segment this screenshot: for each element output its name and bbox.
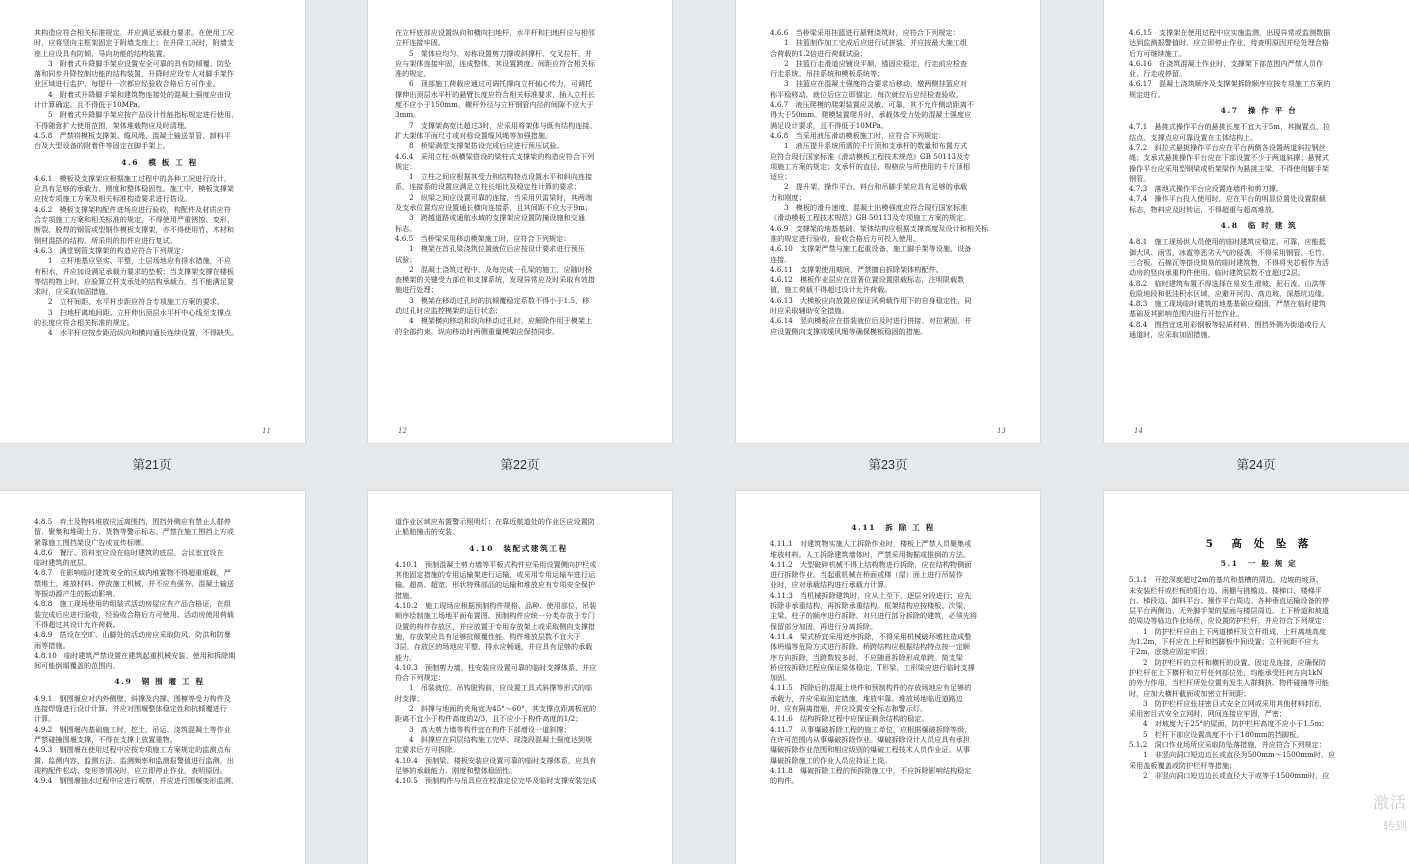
text-line: 3 高大剪力墙等构件宜在构件下部增设一道斜撑； — [409, 724, 571, 734]
text-line: 护栏杆在上下横杆和立杆任何部位处，均能承受任何方向1kN — [1129, 667, 1323, 677]
text-line: 8 桥梁满堂支撑架搭设完成后应进行预压试验。 — [409, 141, 564, 151]
text-line: 4.8.4 围挡宜选用彩钢板等轻质材料，围挡外侧为街道或行人 — [1129, 319, 1326, 329]
text-line: 4.9.1 钢围堰应对内外侧壁、斜撑及内撑、围檩等受力构件及 — [34, 693, 231, 703]
text-line: 标志，物料应及时转运，不得超重与超高堆放。 — [1129, 204, 1280, 214]
text-line: 达到监测报警值时，应立即停止作业，待查明原因并经处理合格 — [1129, 38, 1330, 48]
text-line: 桥应按拆除过程应保证梁体稳定，T形梁、工形梁应进行临时支撑 — [770, 662, 975, 672]
text-line: 体坍塌等危险方式进行拆除。桥跨结构应根据结构特点按一定顺 — [770, 642, 971, 652]
text-line: 7 支撑架高宽比超过3时，应采用将架体与既有结构连接、 — [409, 120, 597, 130]
text-line: 4.6.6 当桥梁采用挂篮进行悬臂浇筑时，应符合下列规定： — [770, 28, 960, 37]
text-line: 动房的竖向承重构件使用。临时建筑层数不宜超过2层。 — [1129, 268, 1306, 278]
text-line: 堆放材料。人工拆除建筑墙体时，严禁采用掏掘或推倒的方法。 — [770, 549, 971, 559]
text-line: 规定： — [395, 161, 417, 171]
text-line: 加固。 — [770, 673, 792, 683]
text-line: 4.11.3 当机械拆除建筑时，应从上至下、逐层分段进行；应先 — [770, 590, 972, 600]
text-line: 2 非竖向洞口短边边长或直径大于或等于1500mm时，应 — [1143, 770, 1330, 780]
text-line: 5.1.2 洞口作业场所应采取防坠落措施，并应符合下列规定： — [1129, 740, 1326, 750]
text-line: 扩大架体平面尺寸或对称设置缆风绳等加强措施。 — [395, 130, 553, 140]
text-line: 动过孔时应监控模架的运行状态； — [395, 306, 503, 316]
text-line: 有积水，并应加设满足承载力要求的垫板；当支撑架支撑在楼板 — [34, 266, 235, 276]
text-line: 3 跨越道路或通航水域的支撑架应设置防撞设施和交通 — [409, 213, 586, 223]
text-line: 应与架体连接牢固，连成整体，其设置跨度、间距应符合相关标 — [395, 58, 596, 68]
text-line: 装完成后应进行验收，经验收合格后方可使用。活动房使用荷载 — [34, 609, 235, 619]
text-line: 2 混凝土浇筑过程中，及每完成一孔梁的施工，应随时检 — [409, 264, 593, 274]
text-line: 4.6.14 竖向模板应在搭装就位后及时进行拼接、对拉紧固，并 — [770, 316, 972, 326]
text-line: 禁堆土、堆放材料、停放施工机械，并不应有强夯、混凝土输送 — [34, 578, 235, 588]
text-line: 4.9.3 钢围堰在使用过程中应按专项施工方案规定的监测点布 — [34, 745, 231, 755]
text-line: 3层，存放区的场地应平整、排水应畅通，并应具有足够的承载 — [395, 642, 593, 652]
text-line: 4.7.3 落地式操作平台应设置连墙件和剪刀撑。 — [1129, 184, 1284, 194]
text-line: 3 扫地杆离地间距、立杆伸出顶层水平杆中心线至支撑点 — [48, 307, 232, 317]
text-line: 4.6.3 满堂钢管支撑架的构造应符合下列规定： — [34, 245, 189, 255]
text-line: 试验； — [395, 254, 417, 264]
text-line: 未安装栏杆或栏板的阳台边、雨棚与挑檐边、楼梯口、楼梯平 — [1129, 585, 1322, 595]
text-line: 1 挂篮制作加工完成后应进行试拼装，并应按最大施工组 — [784, 38, 968, 48]
text-line: 现构配件松动、变形等情况时，应立即停止作业，查明原因。 — [34, 765, 227, 775]
text-line: 落和同步升降控制功能的结构装置，升降时应设专人对脚手架作 — [34, 69, 235, 79]
text-line: 道作业区域应布置警示照明灯；在靠近航道处的作业区应设置防 — [395, 517, 596, 526]
text-line: 4.9.2 钢围堰内基础施工时，挖土、吊运、浇筑混凝土等作业 — [34, 724, 231, 734]
text-line: 1 非竖向洞口短边边长或直径为500mm～1500mm时，应 — [1143, 750, 1336, 760]
text-line: 2 立杆间距、水平杆步距应符合专项施工方案的要求。 — [48, 297, 225, 307]
text-line: 序方向拆除，当跨数较多时，不应随意拆除形成单跨。简支梁 — [770, 652, 963, 662]
text-line: 业、行走或停留。 — [1129, 69, 1187, 79]
text-line: 5 附着式升降脚手架应按产品设计性能指标规定进行使用， — [48, 110, 239, 120]
text-line: 2 防护栏杆的立杆和横杆的设置、固定及连接，应确保防 — [1143, 657, 1327, 667]
text-line: 严禁碰撞围堰支撑，不得在支撑上放置重物。 — [34, 734, 177, 744]
text-line: 的外力作用，当栏杆所处位置有发生人群拥挤、物件碰撞等可能 — [1129, 678, 1330, 688]
text-line: 4.10.4 预制梁、楼板安装应设置可靠的临时支撑体系，应具有 — [395, 755, 597, 765]
text-line: 4.7.4 操作平台投入使用时，应在平台的明显位置处设置限载 — [1129, 194, 1326, 204]
watermark-line: 转到 — [1382, 819, 1407, 833]
watermark-line: 激活 — [1372, 795, 1407, 812]
page-number: 12 — [398, 427, 407, 435]
text-line: 定要求后方可拆除。 — [395, 745, 460, 755]
text-line: 临时建筑的底层。 — [34, 558, 92, 568]
text-line: 距离不宜小于构件高度的2/3，且不应小于构件高度的1/2； — [395, 714, 583, 724]
page-text — [1129, 517, 1389, 781]
text-line: 等结构物上时，应验算立杆支承处的结构承载力，当不能满足要 — [34, 276, 235, 286]
text-line: 4.6.7 液压爬模的爬架装置应灵敏、可靠，其不允许侧动距离不 — [770, 100, 975, 110]
text-line: 通道时，应采取加固措施。 — [1129, 330, 1215, 340]
text-line: 时支撑； — [395, 693, 424, 703]
text-line: 危险地段和低洼积水区域，应避开河沟、高边坡、深基坑边缘。 — [1129, 288, 1330, 298]
text-line: 4.8.10 临时建筑严禁设置在建筑起重机械安装、使用和拆除期 — [34, 650, 236, 660]
text-line: 台、梯段边、卸料平台、操作平台周边、各种垂直运输设备的停 — [1129, 595, 1330, 605]
text-line: 4.6.12 模板作业层应在显著位置设置限载标志，注明限载数 — [770, 275, 965, 285]
page-number: 13 — [997, 427, 1006, 435]
text-line: 4.6.10 支撑架严禁与施工起重设备、施工脚手架等设施、设备 — [770, 244, 972, 254]
text-line: 的全部约束，纵向移动时两侧重量模架应保持同步。 — [395, 326, 560, 336]
text-line: 应具有足够的承载力、刚度和整体稳固性。施工中，模板支撑架 — [34, 184, 235, 194]
text-line: 输。超高、超宽、形状特殊部品的运输和堆放应有专项安全保护 — [395, 580, 596, 590]
text-line: 4.8.1 施工现场供人员使用的临时建筑应稳定、可靠，应能抵 — [1129, 237, 1326, 247]
text-line: 项施工方案的规定；支承杆的直径、规格应与所使用的千斤顶相 — [770, 161, 971, 171]
text-line: 2 斜撑与地面的夹角宜为45°～60°，其支撑点距离板底的 — [409, 704, 597, 714]
text-line: 三合板、石棉瓦等搭设简易的临时建筑物，不得将夹芯板作为活 — [1129, 257, 1330, 267]
text-line: 2 提升架、操作平台、料台和吊脚手架应具有足够的承载 — [784, 182, 968, 192]
text-line: 求时，应采取加固措施。 — [34, 287, 113, 297]
text-line: 4 附着式升降脚手架和建筑物连接处的混凝土强度应由设 — [48, 89, 232, 99]
text-line: 1 立杆地基应坚实、平整，土层场地应有排水措施，不应 — [48, 256, 232, 266]
text-line: 4.7.1 悬挑式操作平台的悬挑长度不宜大于5m，其搁置点、拉 — [1129, 122, 1331, 132]
text-line: 准的规定。 — [395, 69, 431, 79]
text-line: 3 防护栏杆应张挂密目式安全立网或采用其他材料封闭， — [1143, 698, 1327, 708]
text-line: 业区域进行监护，每提升一次都应经验收合格后方可作业。 — [34, 79, 220, 89]
text-line: 计计算确定，且不得低于10MPa。 — [34, 100, 145, 110]
text-line: 施，存放架应具有足够抗倾覆性能。构件堆放层数不宜大于 — [395, 631, 581, 641]
text-line: 系，连接系的设置应满足立柱长细比及稳定性计算的要求； — [395, 182, 581, 192]
page-text — [770, 517, 1016, 786]
text-line: 1 吊装就位、吊钩脱钩前，应设置工具式斜撑等形式的临 — [409, 683, 593, 693]
text-line: 立杆连接牢固。 — [395, 38, 446, 48]
text-line: 时，应加大横杆截面或加密立杆间距； — [1129, 688, 1251, 698]
section-heading: 4.10 装配式建筑工程 — [469, 543, 568, 553]
text-line: 操作平台应采用型钢梁或桁架梁作为悬挑主梁，不得使用脚手架 — [1129, 163, 1330, 173]
text-line: 紧靠施工围挡架设广告或宣传标牌。 — [34, 537, 149, 547]
text-line: 4.6.17 混凝土浇筑顺序及支撑架拆除顺序应按专项施工方案的 — [1129, 79, 1331, 89]
text-line: 4 水平杆应按步距沿纵向和横向通长连续设置，不得缺失。 — [48, 328, 239, 338]
text-line: 及支承位置均应设置通长横向连接系，且其间距不应大于9m； — [395, 203, 593, 213]
text-line: 4.8.8 施工现场使用的组装式活动房屋应有产品合格证，在组 — [34, 599, 231, 609]
text-line: 标志。 — [395, 223, 417, 233]
text-line: 保留部分加固，再进行分离拆除。 — [770, 621, 878, 631]
text-line: 其构造应符合相关标准规定，并应满足承载力要求。在使用工况 — [34, 28, 235, 37]
text-line: 主梁、柱子的顺序进行拆除。对只进行部分拆除的建筑，必须先将 — [770, 611, 978, 621]
page-label[interactable]: 第22页 — [500, 458, 540, 472]
text-line: 4.8.2 临时建筑布置不得选择在易发生滑坡、泥石流、山洪等 — [1129, 278, 1326, 288]
text-line: 4.5.8 严禁将模板支撑架、缆风绳、混凝土输送泵管、卸料平 — [34, 130, 231, 140]
document-page — [0, 0, 305, 443]
text-line: 置、监测内容、监测方法、监测频率和监测报警值进行监测，出 — [34, 755, 235, 765]
text-line: 4.8.6 餐厅、资料室应设在临时建筑的底层，会议室宜设在 — [34, 547, 224, 557]
text-line: 爆破拆除施工的作业人员应持证上岗。 — [770, 755, 892, 765]
text-line: 5 栏杆下部应设置高度不小于180mm的挡脚板。 — [1143, 729, 1304, 739]
text-line: 1 液压提升系统所需的千斤顶和支承杆的数量和布置方式 — [784, 141, 968, 151]
text-line: 4.6.8 当采用液压滑动模板施工时，应符合下列规定： — [770, 130, 946, 140]
document-page — [736, 0, 1040, 443]
page-text — [34, 517, 285, 786]
text-line: 于2m，底端应固定牢固； — [1129, 647, 1212, 657]
text-line: 进行拆除作业。当起重机械在桥面或楼（屋）面上进行吊装作 — [770, 570, 963, 580]
page-number: 14 — [1134, 427, 1143, 435]
text-line: 3 附着式升降脚手架应设置安全可靠的具有防倾覆、防坠 — [48, 58, 232, 68]
text-line: 4.10.3 预制剪力墙、柱安装应设置可靠的临时支撑体系，并应 — [395, 662, 597, 672]
text-line: 后方可继续施工。 — [1129, 48, 1187, 58]
text-line: 采用盖板覆盖或防护栏杆等措施； — [1129, 760, 1237, 770]
text-line: 的构件。 — [770, 776, 799, 786]
text-line: 在许可范围内从事爆破拆除作业。爆破拆除设计人员应具有承担 — [770, 734, 971, 744]
text-line: 4.11.1 对建筑物实施人工拆除作业时，楼板上严禁人员聚集或 — [770, 539, 972, 549]
page-label[interactable]: 第21页 — [132, 458, 172, 472]
text-line: 御大风、雨雪、冰雹等恶劣天气的侵袭，不得采用钢管、毛竹、 — [1129, 247, 1330, 257]
text-line: 满足设计要求，且不得低于10MPa。 — [770, 120, 889, 130]
text-line: 为1.2m，下杆应在上杆和挡脚板中间设置；立杆间距不应大 — [1129, 637, 1319, 647]
text-line: 4.11.8 爆破拆除工程的预拆除施工中，不应拆除影响结构稳定 — [770, 765, 972, 775]
text-line: 4.8.9 搭设在空旷、山脚处的活动房应采取防风、防洪和防暴 — [34, 630, 231, 640]
text-line: 应设置侧向支撑或缆风绳等确保模板稳固的措施。 — [770, 326, 928, 336]
text-line: 4.6.16 在浇筑混凝土作业时，支撑架下部范围内严禁人员作 — [1129, 58, 1324, 68]
text-line: 4.6.11 支撑架使用期间，严禁擅自拆除架体构配件。 — [770, 264, 943, 274]
document-page — [368, 491, 672, 864]
text-line: 4 斜撑应在同层结构施工完毕、现浇段混凝土强度达到规 — [409, 734, 593, 744]
text-line: 足够的承载能力、刚度和整体稳固性。 — [395, 765, 517, 775]
text-line: 3 模板的滑升速度、混凝土出模强度应符合现行国家标准 — [784, 203, 968, 213]
document-page — [1104, 0, 1409, 443]
text-line: 施进行处理； — [395, 285, 438, 295]
text-line: 留、聚集和堆砌土方、货物等警示标志。严禁在施工围挡上方或 — [34, 527, 235, 537]
page-text — [34, 28, 285, 339]
text-line: 4.7.2 斜拉式悬挑操作平台应在平台两侧各设置两道斜拉钢丝 — [1129, 142, 1326, 152]
page-text — [1129, 28, 1389, 340]
text-line: 设置的构件存放区，并应放置于专用存放架上或采取侧向支撑措 — [395, 621, 596, 631]
section-heading: 4.11 拆 除 工 程 — [851, 523, 935, 532]
text-line: 连接焊缝进行设计计算，并应对围堰整体稳定性和抗倾覆进行 — [34, 704, 227, 714]
text-line: 2 纵梁之间应设置可靠的连接，当采用贝雷梁时，其两端 — [409, 192, 593, 202]
text-line: 称平稳移动，就位后应立即锚定，每次就位后应经检查验收。 — [770, 89, 963, 99]
page-text — [395, 28, 642, 337]
page-label[interactable]: 第24页 — [1236, 458, 1276, 472]
text-line: 力和刚度； — [770, 192, 806, 202]
text-line: 4.8.3 施工现场临时建筑的地基基础应稳固，严禁在临时建筑 — [1129, 299, 1326, 309]
text-line: 4 模架横向移动和纵向移动过孔时，应解除作用于模架上 — [409, 316, 593, 326]
page-text — [770, 28, 1016, 337]
text-line: 3 模架在移动过孔时的抗倾覆稳定系数不得小于1.5，移 — [409, 295, 590, 305]
page-number: 11 — [262, 427, 271, 435]
text-line: 4 对坡度大于25°的屋面，防护栏杆高度不应小于1.5m； — [1143, 719, 1329, 729]
text-line: 4.10.1 预制混凝土剪力墙等平板式构件应采用设置侧向护栏或 — [395, 559, 597, 569]
text-line: 4.6.4 采用立柱-纵横梁搭设的梁柱式支撑架的构造应符合下列 — [395, 151, 595, 161]
text-line: 4.6.5 当桥梁采用移动模架施工时，应符合下列规定： — [395, 233, 571, 243]
text-line: 4.8.7 在影响临时建筑安全的区域内堆置物不得超重堆载，严 — [34, 568, 231, 578]
text-line: 4.6.15 支撑架在使用过程中应实施监测，出现异常或监测数据 — [1129, 28, 1331, 37]
text-line: 断裂、脱焊的钢管或型钢作模板支撑架，亦不得使用竹、木材和 — [34, 225, 235, 235]
text-line: 能力。 — [395, 652, 417, 662]
page-text — [395, 517, 642, 786]
text-line: 拆除非承重结构，再拆除承重结构。框架结构应按楼板、次梁、 — [770, 601, 971, 611]
text-line: 绳；支承式悬挑操作平台应在下部设置不少于两道斜撑；悬臂式 — [1129, 153, 1330, 163]
section-heading: 4.8 临 时 建 筑 — [1220, 221, 1298, 231]
text-line: 5 架体应均匀、对称设置剪刀撑或斜撑杆、交叉拉杆，并 — [409, 48, 593, 58]
text-line: 的长度应符合相关标准的规定。 — [34, 318, 135, 328]
text-line: 采用密目式安全立网时，网间连接应牢固，严密； — [1129, 709, 1287, 719]
text-line: 结点、支撑点应可靠设置在主体结构上。 — [1129, 132, 1258, 142]
document-page — [1104, 491, 1409, 864]
text-line: 业时，应对承载结构进行承载力计算。 — [770, 580, 892, 590]
text-line: 计算。 — [34, 714, 56, 724]
text-line: 应按专项施工方案及相关标准构造要求进行搭设。 — [34, 194, 192, 204]
text-line: 6 顶部施工荷载应通过可调托撑向立杆轴心传力，可调托 — [409, 79, 593, 89]
section-heading: 4.7 操 作 平 台 — [1220, 106, 1298, 116]
text-line: 钢材混搭的结构。所采用的扣件应进行复试。 — [34, 235, 177, 245]
text-line: 适应； — [770, 172, 792, 182]
text-line: 度不应小于150mm，螺杆外径与立杆钢管内径的间隙不应大于 — [395, 100, 594, 110]
text-line: 的周边等临边作业场所，应设置防护栏杆，并应符合下列规定： — [1129, 616, 1330, 626]
text-line: 顺序绘制施工场地平面布置图。预制构件应统一分类存放于专门 — [395, 611, 596, 621]
text-line: 4.6.2 模板支撑架构配件进场应进行验收，构配件及材质应符 — [34, 204, 231, 214]
text-line: 准的规定进行验收，验收合格后方可投入使用。 — [770, 233, 921, 243]
document-page — [736, 491, 1040, 864]
text-line: 合专项施工方案和相关标准的规定，不得使用严重锈蚀、变形、 — [34, 215, 235, 225]
text-line: 合荷载的1.2倍进行荷载试验； — [770, 48, 868, 58]
text-line: 行走系统、吊挂系统和模板系统等； — [770, 69, 885, 79]
text-line: 4.11.2 大型破碎机械不得上结构物进行拆除，应在结构物侧面 — [770, 559, 972, 569]
text-line: 撑伸出顶层水平杆的悬臂长度应符合相关标准要求，插入立杆长 — [395, 89, 596, 99]
text-line: 措施。 — [395, 590, 417, 600]
text-line: 查模架的关键受力部位和支撑系统，发现异常应及时采取有效措 — [395, 275, 596, 285]
text-line: 5.1.1 开挖深度超过2m的基坑和基槽的周边、边坡的坡顶、 — [1129, 575, 1323, 585]
text-line: 4.11.4 梁式桥宜采用逆序拆除，不得采用机械破坏墩柱造成整 — [770, 631, 972, 641]
document-page — [0, 491, 305, 864]
text-line: 4.6.9 支撑架的地基基础、架体结构应根据支撑高度及设计和相关标 — [770, 223, 989, 233]
section-heading: 4.6 模 板 工 程 — [121, 157, 198, 167]
text-line: 在立杆底部应设置纵向和横向扫地杆，水平杆和扫地杆应与相邻 — [395, 28, 596, 37]
text-line: 不得超过其设计允许荷载。 — [34, 619, 120, 629]
text-line: 1 防护栏杆应由上下两道横杆及立杆组成，上杆离地高度 — [1143, 626, 1327, 636]
text-line: 值，施工荷载不得超过设计允许荷载。 — [770, 285, 892, 295]
text-line: 时，应有隔离措施，并应设置安全标志和警示灯。 — [770, 704, 928, 714]
text-line: 4.9.4 钢围堰抽水过程中应进行观察，并应进行围堰变形监测， — [34, 776, 239, 786]
section-heading: 4.9 钢 围 堰 工 程 — [114, 677, 205, 687]
text-line: 时应采取辅助安全措施。 — [770, 306, 849, 316]
section-heading: 5.1 一 般 规 定 — [1220, 559, 1298, 568]
document-page — [368, 0, 672, 443]
text-line: 《滑动模板工程技术规范》GB 50113及专项施工方案的规定。 — [770, 213, 971, 223]
text-line: 层平台两侧边、无外脚手架的屋面与楼层周边、上下桥道和坡道 — [1129, 606, 1330, 616]
text-line: 1 立柱之间应根据其受力和结构特点设置水平和斜向连接 — [409, 172, 593, 182]
text-line: 4.11.7 从事爆破拆除工程的施工单位，应根据爆破拆除等级， — [770, 724, 972, 734]
text-line: 4.6.13 大模板应向放置应保证风荷载作用下的自身稳定性，同 — [770, 295, 972, 305]
text-line: 承载力，并应采取固定措施，堆放牢靠。堆放场地临近道路边 — [770, 693, 963, 703]
text-line: 应符合现行国家标准《滑动模板工程技术规范》GB 50113及专 — [770, 151, 971, 161]
text-line: 4.10.2 施工现场应根据预制构件规格、品种、使用部位、吊装 — [395, 601, 597, 611]
text-line: 间可能倒塌覆盖的范围内。 — [34, 661, 120, 671]
text-line: 连接。 — [770, 254, 792, 264]
text-line: 爆破拆除作业范围和相应级别的爆破工程技术人员作业证。从事 — [770, 745, 971, 755]
text-line: 时，应将竖向主框架固定于附墙支座上；在升降工况时，附墙支 — [34, 38, 235, 48]
text-line: 4.6.1 模板及支撑架应根据施工过程中的各种工况进行设计， — [34, 173, 231, 183]
text-line: 4.11.5 拆除后的混凝土块件和预制构件的存放场地应有足够的 — [770, 683, 972, 693]
text-line: 座上应设具有防倾、导向功能的结构装置。 — [34, 48, 170, 58]
activation-watermark — [1373, 790, 1407, 834]
text-line: 4.8.5 弃土及物料堆放应远离围挡，围挡外侧应有禁止人群停 — [34, 517, 231, 526]
text-line: 4.11.6 结构拆除过程中应保证剩余结构的稳定。 — [770, 714, 929, 724]
chapter-title: 5 高 处 坠 落 — [1205, 538, 1313, 550]
text-line: 雨等措施。 — [34, 640, 70, 650]
text-line: 其他固定措施的专用运输架进行运输，或采用专用运输车进行运 — [395, 570, 596, 580]
text-line: 不得随意扩大使用范围，架体堆载物应及时清理。 — [34, 120, 192, 130]
text-line: 3 挂篮应在混凝土强度符合要求后移动，墩两侧挂篮应对 — [784, 79, 968, 89]
text-line: 1 模架在首孔梁浇筑位置就位后应按设计要求进行预压 — [409, 244, 586, 254]
text-line: 3mm。 — [395, 110, 421, 120]
text-line: 4.10.5 预制构件与吊具应在校准定位完毕及临时支撑安装完成 — [395, 776, 597, 786]
text-line: 钢管。 — [1129, 173, 1151, 183]
text-line: 止船舶撞击的安装。 — [395, 527, 460, 537]
text-line: 台及大型设备的附着件等固定在脚手架上。 — [34, 141, 170, 151]
text-line: 2 挂篮行走滑道应铺设平顺，锚固应稳定，行走前应检查 — [784, 58, 968, 68]
page-label[interactable]: 第23页 — [868, 458, 908, 472]
text-line: 规定进行。 — [1129, 89, 1165, 99]
text-line: 基础及其影响范围内进行开挖作业。 — [1129, 309, 1244, 319]
text-line: 符合下列规定： — [395, 673, 446, 683]
text-line: 等振动源产生的振动影响。 — [34, 589, 120, 599]
text-line: 得大于50mm。爬模装置爬升时，承载体受力处的混凝土强度应 — [770, 110, 972, 120]
